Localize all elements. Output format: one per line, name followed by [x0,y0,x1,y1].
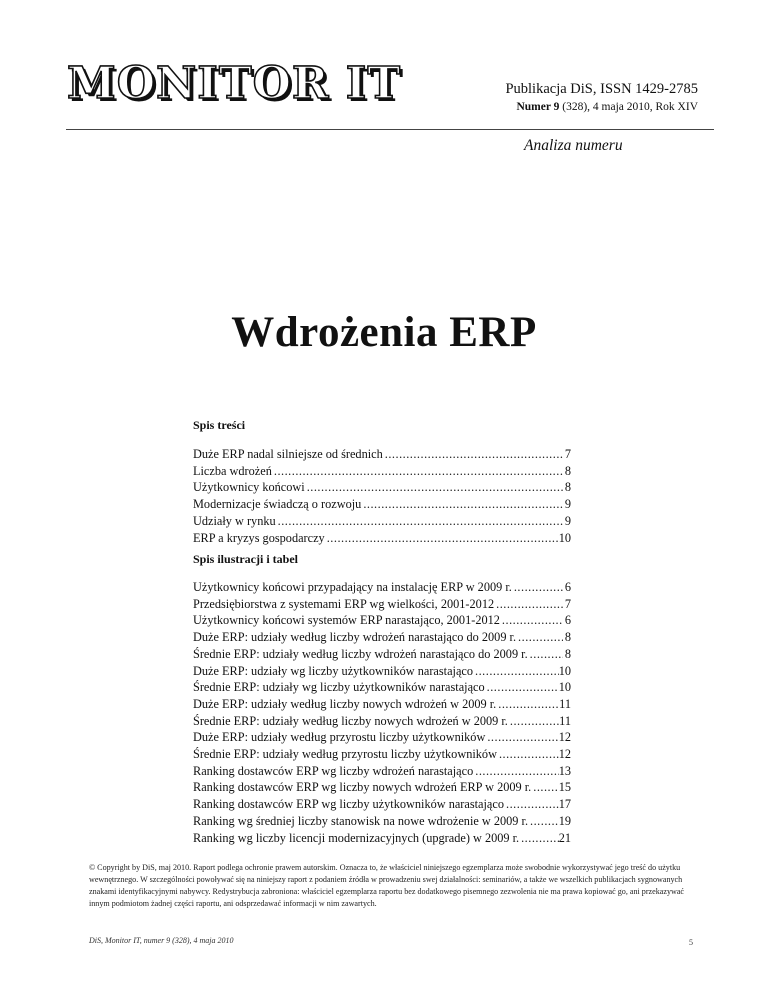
toc-entry-page: 6 [564,613,571,628]
toc-dot-leader [485,679,559,696]
toc-dot-leader [361,496,563,513]
toc-dot-leader [528,646,563,663]
toc-entry [193,696,571,713]
toc-dot-leader [519,830,559,847]
toc-entry-page: 15 [558,780,571,795]
toc-entry [193,779,571,796]
toc-entry-page: 17 [558,797,571,812]
toc-entry [193,596,571,613]
toc-entry [193,663,571,680]
toc-dot-leader [500,612,563,629]
issue-number: Numer 9 [516,100,560,113]
toc-entry [193,830,571,847]
toc-entry-page: 8 [564,463,571,478]
toc-entry-page: 12 [558,730,571,745]
toc-dot-leader [504,796,559,813]
toc-entry [193,530,571,547]
header-rule [66,129,714,130]
page-number: 5 [689,938,693,947]
toc-entry [193,729,571,746]
toc-entry-title: Średnie ERP: udziały według liczby nowych wdrożeń w 2009 r. [193,713,508,728]
toc-entry-page: 7 [564,447,571,461]
toc-entry-title: Ranking dostawców ERP wg liczby wdrożeń narastająco [193,763,474,778]
toc-entry [193,463,571,480]
toc-entry-page: 12 [558,747,571,762]
page-title: Wdrożenia ERP [231,309,537,356]
toc-dot-leader [325,530,559,547]
toc-entry [193,813,571,830]
logo: MONITOR IT [67,58,402,109]
toc-entry-title: Średnie ERP: udziały wg liczby użytkowników narastająco [193,680,485,695]
toc-entry-title: Użytkownicy końcowi przypadający na instalację ERP w 2009 r. [193,580,512,594]
toc-entry [193,612,571,629]
toc-dot-leader [473,763,558,780]
contents-list [193,446,571,546]
toc-entry-title: ERP a kryzys gospodarczy [193,530,325,545]
toc-entry-title: Duże ERP: udziały wg liczby użytkowników narastająco [193,663,474,678]
toc-entry-title: Użytkownicy końcowi systemów ERP narastająco, 2001-2012 [193,613,500,628]
toc-entry-title: Duże ERP: udziały według liczby wdrożeń narastająco do 2009 r. [193,630,517,645]
toc-entry-page: 11 [559,713,571,728]
footer-issue: DiS, Monitor IT, numer 9 (328), 4 maja 2010 [89,936,234,945]
toc-entry-page: 10 [558,530,571,545]
toc-entry [193,679,571,696]
toc-dot-leader [531,779,558,796]
toc-entry-page: 9 [564,513,571,528]
toc-entry-title: Ranking dostawców ERP wg liczby nowych wdrożeń ERP w 2009 r. [193,780,532,795]
toc-entry-page: 8 [564,646,571,661]
toc-entry [193,796,571,813]
toc-entry [193,513,571,530]
toc-entry-title: Ranking wg liczby licencji modernizacyjnych (upgrade) w 2009 r. [193,830,520,845]
toc-dot-leader [383,446,563,463]
illustrations-list [193,579,571,846]
toc-entry-title: Przedsiębiorstwa z systemami ERP wg wielkości, 2001-2012 [193,596,495,611]
toc-entry [193,713,571,730]
toc-entry-title: Udziały w rynku [193,513,276,528]
issue-details: (328), 4 maja 2010, Rok XIV [559,100,698,113]
toc-entry-title: Ranking dostawców ERP wg liczby użytkowników narastająco [193,797,505,812]
toc-entry [193,763,571,780]
publication-line: Publikacja DiS, ISSN 1429-2785 [505,81,698,97]
toc-entry-page: 21 [558,830,571,845]
toc-entry-title: Liczba wdrożeń [193,463,272,478]
issue-line [505,100,698,116]
toc-dot-leader [276,513,563,530]
toc-dot-leader [512,579,563,596]
toc-entry-title: Modernizacje świadczą o rozwoju [193,497,362,512]
illustrations-heading: Spis ilustracji i tabel [193,552,299,566]
section-label: Analiza numeru [524,137,623,154]
toc-entry-page: 11 [559,696,571,711]
toc-entry-title: Duże ERP nadal silniejsze od średnich [193,447,383,461]
toc-dot-leader [272,463,563,480]
toc-entry-page: 8 [564,630,571,645]
toc-dot-leader [485,729,558,746]
toc-dot-leader [494,596,563,613]
toc-dot-leader [496,696,559,713]
toc-dot-leader [508,713,559,730]
toc-dot-leader [497,746,559,763]
toc-entry-title: Użytkownicy końcowi [193,480,305,495]
toc-entry [193,646,571,663]
toc-entry-title: Średnie ERP: udziały według przyrostu liczby użytkowników [193,747,497,762]
toc-entry-page: 19 [558,813,571,828]
toc-entry-page: 8 [564,480,571,495]
toc-dot-leader [528,813,559,830]
copyright-notice: © Copyright by DiS, maj 2010. Raport podlega ochronie prawem autorskim. Oznacza to, że właściciel niniejszego egzemplarza może swobodnie wykorzystywać jego treść do użytku wewnętrznego. W szczególności powoływać się na niniejszy raport z podaniem źródła w prowadzeniu swej działalności: seminariów, a także we wszelkich publikacjach sygnowanych znakami identyfikacyjnymi nabywcy. Redystrybucja zabroniona: właściciel egzemplarza raportu bez dodatkowego pisemnego zezwolenia nie ma prawa kopiować go, ani przekazywać innym podmiotom żadnej części raportu, ani odsprzedawać informacji w nim zawartych. [89,863,685,908]
toc-entry [193,446,571,463]
toc-entry [193,479,571,496]
toc-entry-page: 10 [558,663,571,678]
toc-entry-title: Duże ERP: udziały według liczby nowych wdrożeń w 2009 r. [193,696,497,711]
toc-dot-leader [516,629,563,646]
toc-entry-page: 7 [564,596,571,611]
toc-entry [193,496,571,513]
toc-entry [193,579,571,596]
toc-entry [193,746,571,763]
contents-heading: Spis treści [193,418,246,432]
toc-dot-leader [305,479,563,496]
toc-entry-page: 13 [558,763,571,778]
publication-info [505,80,698,115]
toc-entry-page: 6 [564,580,571,594]
toc-entry-title: Ranking wg średniej liczby stanowisk na nowe wdrożenie w 2009 r. [193,813,529,828]
toc-entry-title: Duże ERP: udziały według przyrostu liczby użytkowników [193,730,486,745]
toc-entry-title: Średnie ERP: udziały według liczby wdrożeń narastająco do 2009 r. [193,646,528,661]
toc-dot-leader [473,663,559,680]
toc-entry-page: 10 [558,680,571,695]
toc-entry-page: 9 [564,497,571,512]
toc-entry [193,629,571,646]
